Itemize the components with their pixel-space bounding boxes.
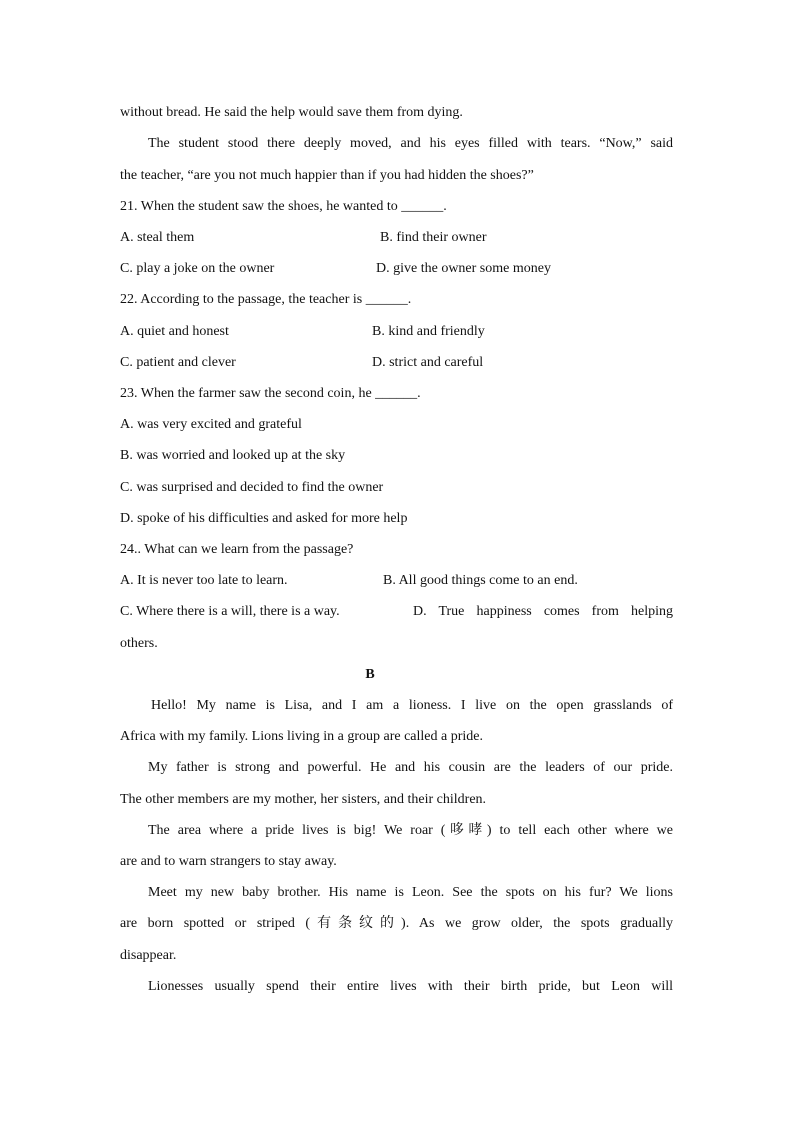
question-23-option-b: B. was worried and looked up at the sky <box>120 448 346 463</box>
question-22-option-d: D. strict and careful <box>372 355 484 370</box>
passage-a-line: the teacher, “are you not much happier than if you had hidden the shoes?” <box>120 168 534 183</box>
question-24-option-d: D. True happiness comes from helping <box>413 604 673 619</box>
question-21-option-b: B. find their owner <box>380 230 487 245</box>
question-21-option-d: D. give the owner some money <box>376 261 551 276</box>
question-23-option-d: D. spoke of his difficulties and asked for more help <box>120 511 408 526</box>
passage-b-line: are born spotted or striped (有条纹的). As we grow older, the spots gradually <box>120 916 673 931</box>
question-22-option-a: A. quiet and honest <box>120 324 229 339</box>
question-22-option-c: C. patient and clever <box>120 355 236 370</box>
section-b-heading: B <box>365 667 375 682</box>
passage-b-line: The other members are my mother, her sisters, and their children. <box>120 792 487 807</box>
passage-a-line: The student stood there deeply moved, and his eyes filled with tears. “Now,” said <box>148 136 673 151</box>
passage-b-line: Africa with my family. Lions living in a group are called a pride. <box>120 729 483 744</box>
question-23-stem: 23. When the farmer saw the second coin, he ______. <box>120 386 421 401</box>
question-24-option-c: C. Where there is a will, there is a way. <box>120 604 340 619</box>
passage-b-line: Lionesses usually spend their entire lives with their birth pride, but Leon will <box>148 979 673 994</box>
question-24-option-d-continued: others. <box>120 636 158 651</box>
passage-b-line: My father is strong and powerful. He and his cousin are the leaders of our pride. <box>148 760 673 775</box>
passage-b-line: disappear. <box>120 948 177 963</box>
passage-b-line: The area where a pride lives is big! We roar (哆哮) to tell each other where we <box>148 823 673 838</box>
question-21-option-a: A. steal them <box>120 230 195 245</box>
passage-b-line: are and to warn strangers to stay away. <box>120 854 337 869</box>
question-21-stem: 21. When the student saw the shoes, he wanted to ______. <box>120 199 447 214</box>
question-22-stem: 22. According to the passage, the teacher is ______. <box>120 292 412 307</box>
question-21-option-c: C. play a joke on the owner <box>120 261 275 276</box>
passage-b-line: Hello! My name is Lisa, and I am a lioness. I live on the open grasslands of <box>151 698 673 713</box>
passage-a-line: without bread. He said the help would save them from dying. <box>120 105 463 120</box>
question-24-option-b: B. All good things come to an end. <box>383 573 578 588</box>
question-24-option-a: A. It is never too late to learn. <box>120 573 288 588</box>
passage-b-line: Meet my new baby brother. His name is Leon. See the spots on his fur? We lions <box>148 885 673 900</box>
question-24-stem: 24.. What can we learn from the passage? <box>120 542 354 557</box>
question-23-option-a: A. was very excited and grateful <box>120 417 302 432</box>
question-22-option-b: B. kind and friendly <box>372 324 485 339</box>
question-23-option-c: C. was surprised and decided to find the owner <box>120 480 384 495</box>
